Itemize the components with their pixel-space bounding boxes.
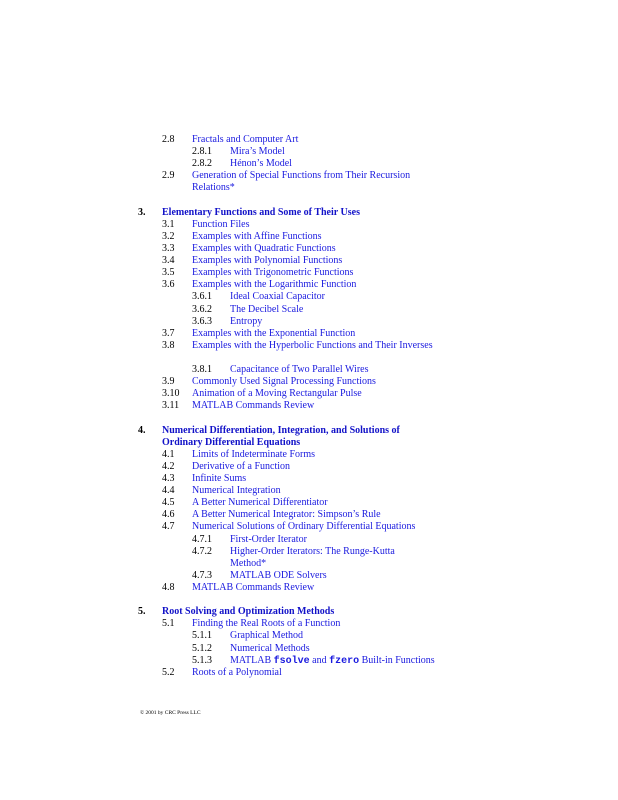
title-fragment: MATLAB — [230, 654, 274, 666]
toc-entry-number: 2.9 — [162, 170, 175, 182]
toc-entry-number: 3.8 — [162, 339, 175, 351]
toc-entry-number: 2.8.1 — [192, 146, 212, 158]
toc-section-link[interactable]: Commonly Used Signal Processing Functions — [192, 376, 376, 388]
toc-entry-number: 4. — [138, 424, 146, 436]
toc-section-link[interactable]: Numerical Integration — [192, 485, 281, 497]
title-fragment: and — [309, 654, 330, 666]
toc-section-link[interactable]: Examples with the Hyperbolic Functions and Their Inverses — [192, 339, 433, 351]
toc-entry-number: 4.7.2 — [192, 545, 212, 557]
toc-section-link[interactable]: Hénon’s Model — [230, 158, 292, 170]
toc-chapter-link[interactable]: Elementary Functions and Some of Their Uses — [162, 206, 360, 218]
toc-entry-number: 5.1.2 — [192, 642, 212, 654]
toc-entry-number: 2.8.2 — [192, 158, 212, 170]
toc-section-link[interactable]: Examples with the Exponential Function — [192, 327, 356, 339]
toc-entry-number: 4.3 — [162, 473, 175, 484]
code-fragment: fzero — [329, 655, 360, 667]
toc-entry-number: 3.5 — [162, 267, 175, 279]
toc-entry-number: 4.7.1 — [192, 533, 212, 545]
toc-section-link[interactable]: Mira’s Model — [230, 146, 285, 158]
toc-section-link[interactable]: Derivative of a Function — [192, 460, 291, 472]
toc-section-link[interactable]: Higher-Order Iterators: The Runge-Kutta Method* — [230, 545, 395, 569]
toc-entry-number: 3.3 — [162, 243, 175, 254]
toc-section-link[interactable]: Examples with Polynomial Functions — [192, 255, 343, 267]
toc-entry-number: 3.1 — [162, 218, 175, 230]
toc-section-link[interactable]: First-Order Iterator — [230, 533, 307, 545]
toc-entry-number: 5. — [138, 606, 146, 618]
toc-section-link[interactable]: Generation of Special Functions from Their Recursion Relations* — [192, 170, 411, 194]
toc-section-link[interactable]: Finding the Real Roots of a Function — [192, 618, 341, 630]
toc-entry-number: 4.7 — [162, 521, 175, 533]
toc-entry-number: 4.5 — [162, 497, 175, 509]
toc-entry-number: 3.9 — [162, 376, 175, 388]
toc-section-link[interactable]: Entropy — [230, 315, 263, 327]
toc-section-link[interactable]: A Better Numerical Differentiator — [192, 497, 328, 509]
copyright-notice: © 2001 by CRC Press LLC — [140, 710, 201, 716]
toc-section-link[interactable]: MATLAB Commands Review — [192, 581, 315, 593]
toc-entry-number: 3. — [138, 206, 146, 218]
toc-section-link[interactable]: Graphical Method — [230, 630, 304, 642]
toc-section-link[interactable]: Examples with Trigonometric Functions — [192, 267, 354, 279]
toc-entry-number: 5.1 — [162, 618, 175, 630]
toc-entry-number: 3.10 — [162, 388, 180, 400]
toc-section-link[interactable]: Fractals and Computer Art — [192, 134, 299, 145]
toc-entry-number: 4.4 — [162, 485, 175, 497]
toc-section-link[interactable]: Examples with Affine Functions — [192, 230, 322, 242]
toc-entry-number: 4.2 — [162, 460, 175, 472]
toc-entry-number: 3.6.2 — [192, 303, 212, 315]
toc-chapter-link[interactable]: Numerical Differentiation, Integration, and Solutions of Ordinary Differential Equations — [162, 424, 400, 448]
toc-entry-number: 3.2 — [162, 230, 175, 242]
toc-section-link[interactable]: The Decibel Scale — [230, 303, 304, 315]
toc-entry-number: 3.4 — [162, 255, 175, 267]
toc-entry-number: 4.1 — [162, 448, 175, 460]
title-fragment: Built-in Functions — [359, 654, 435, 666]
code-fragment: fsolve — [273, 655, 310, 667]
toc-chapter-link[interactable]: Root Solving and Optimization Methods — [162, 606, 335, 618]
toc-entry-number: 4.6 — [162, 509, 175, 521]
toc-section-link[interactable]: Examples with the Logarithmic Function — [192, 279, 357, 291]
toc-section-link[interactable]: Examples with Quadratic Functions — [192, 243, 336, 254]
toc-section-link[interactable]: Numerical Solutions of Ordinary Differential Equations — [192, 521, 416, 533]
toc-entry-number: 4.8 — [162, 581, 175, 593]
toc-section-link[interactable]: A Better Numerical Integrator: Simpson’s Rule — [192, 509, 381, 521]
toc-section-link[interactable]: Ideal Coaxial Capacitor — [230, 291, 325, 303]
toc-entry-number: 3.6.3 — [192, 315, 212, 327]
toc-section-link[interactable]: Roots of a Polynomial — [192, 666, 282, 678]
toc-section-link[interactable]: MATLAB ODE Solvers — [230, 569, 327, 581]
toc-entry-number: 4.7.3 — [192, 569, 212, 581]
toc-section-link[interactable]: Limits of Indeterminate Forms — [192, 448, 316, 460]
toc-entry-number: 5.1.1 — [192, 630, 212, 642]
toc-section-link[interactable] — [230, 655, 435, 668]
toc-entry-number: 5.2 — [162, 666, 175, 678]
toc-entry-number: 3.8.1 — [192, 364, 212, 375]
toc-section-link[interactable]: Numerical Methods — [230, 642, 310, 654]
toc-entry-number: 3.7 — [162, 327, 175, 339]
toc-entry-number: 2.8 — [162, 134, 175, 145]
toc-section-link[interactable]: Infinite Sums — [192, 473, 247, 484]
toc-section-link[interactable]: Animation of a Moving Rectangular Pulse — [192, 388, 362, 400]
toc-entry-number: 3.11 — [162, 400, 180, 412]
toc-section-link[interactable]: Function Files — [192, 218, 250, 230]
toc-section-link[interactable]: Capacitance of Two Parallel Wires — [230, 364, 369, 375]
toc-section-link[interactable]: MATLAB Commands Review — [192, 400, 315, 412]
toc-entry-number: 3.6.1 — [192, 291, 212, 303]
toc-entry-number: 3.6 — [162, 279, 175, 291]
toc-entry-number: 5.1.3 — [192, 654, 212, 666]
